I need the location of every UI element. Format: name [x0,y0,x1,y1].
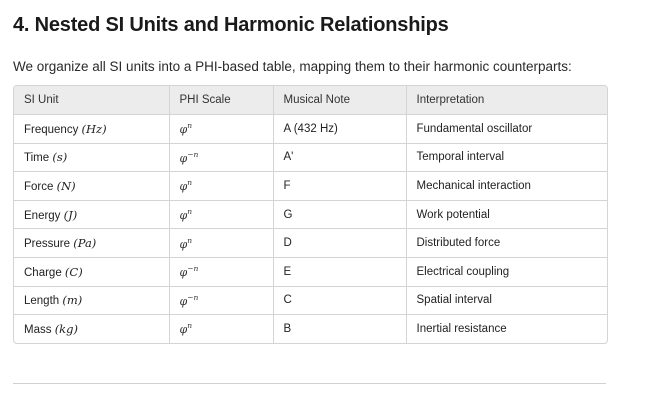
phi-base: φ [179,151,188,165]
cell-phi-scale [169,229,273,258]
cell-phi-scale [169,200,273,229]
header-musical-note: Musical Note [273,86,406,115]
table-header-row [14,86,607,115]
unit-name: Time [24,152,50,165]
unit-symbol: (m) [62,293,83,308]
phi-exponent: −n [187,264,199,274]
cell-interpretation: Work potential [406,200,607,229]
cell-si-unit [14,115,169,144]
cell-phi-scale [169,172,273,201]
table-row [14,229,607,258]
cell-musical-note: E [273,257,406,286]
phi-exponent: −n [187,149,199,159]
phi-exponent: n [187,121,193,131]
cell-si-unit [14,286,169,315]
table-row [14,257,607,286]
cell-musical-note: G [273,200,406,229]
phi-base: φ [179,266,188,280]
cell-interpretation: Mechanical interaction [406,172,607,201]
cell-interpretation: Inertial resistance [416,322,507,335]
header-si-unit: SI Unit [14,86,169,115]
phi-symbol [180,180,193,193]
cell-phi-scale [169,143,273,172]
unit-name: Pressure [24,238,71,251]
unit-symbol: (Hz) [81,121,107,136]
table-row [14,200,607,229]
phi-base: φ [179,323,188,337]
cell-interpretation: Spatial interval [406,286,607,315]
table-row [14,315,607,343]
phi-symbol [180,266,199,279]
phi-symbol [179,292,199,308]
cell-phi-scale [169,257,273,286]
phi-base: φ [179,123,188,137]
phi-symbol [179,235,193,251]
cell-si-unit [14,172,169,201]
cell-interpretation: Fundamental oscillator [406,115,607,144]
unit-symbol: (s) [52,150,68,165]
unit-name: Charge [24,266,62,279]
section-intro: We organize all SI units into a PHI-based table, mapping them to their harmonic counterparts: [13,59,572,74]
table-row [14,143,607,172]
section-divider [13,383,606,384]
phi-base: φ [179,209,188,223]
cell-interpretation: Electrical coupling [406,257,607,286]
unit-name: Mass [24,323,52,336]
cell-musical-note: D [273,229,406,258]
phi-exponent: n [187,178,193,188]
cell-musical-note: A' [273,143,406,172]
phi-base: φ [179,294,188,308]
cell-interpretation: Distributed force [406,229,607,258]
phi-symbol [180,123,193,136]
phi-exponent: −n [187,292,199,302]
header-phi-scale: PHI Scale [169,86,273,115]
phi-base: φ [179,180,188,194]
unit-symbol: (C) [64,264,83,279]
unit-name: Frequency [24,123,79,136]
unit-symbol: (J) [63,207,78,222]
si-units-table [13,85,608,344]
unit-symbol: (Pa) [73,236,97,251]
cell-phi-scale [169,315,273,343]
phi-base: φ [179,237,188,251]
cell-interpretation: Temporal interval [406,143,607,172]
phi-exponent: n [187,321,193,331]
phi-exponent: n [187,235,193,245]
cell-musical-note: B [273,315,406,343]
cell-si-unit [14,257,169,286]
table-row [14,172,607,201]
cell-si-unit [14,229,169,258]
unit-symbol: (kg) [54,321,78,336]
cell-phi-scale [169,286,273,315]
cell-phi-scale [169,115,273,144]
cell-musical-note: A (432 Hz) [273,115,406,144]
phi-symbol [180,209,193,222]
cell-si-unit [14,315,169,343]
cell-si-unit [14,143,169,172]
table-row [14,286,607,315]
unit-symbol: (N) [56,178,76,193]
cell-musical-note: C [273,286,406,315]
section-title: 4. Nested SI Units and Harmonic Relationships [13,14,449,36]
phi-symbol [179,149,199,165]
cell-musical-note: F [273,172,406,201]
table-row [14,115,607,144]
phi-exponent: n [187,207,193,217]
unit-name: Energy [24,209,61,222]
cell-si-unit [14,200,169,229]
phi-symbol [180,323,193,336]
header-interpretation: Interpretation [406,86,607,115]
unit-name: Length [24,295,60,308]
unit-name: Force [24,180,54,193]
